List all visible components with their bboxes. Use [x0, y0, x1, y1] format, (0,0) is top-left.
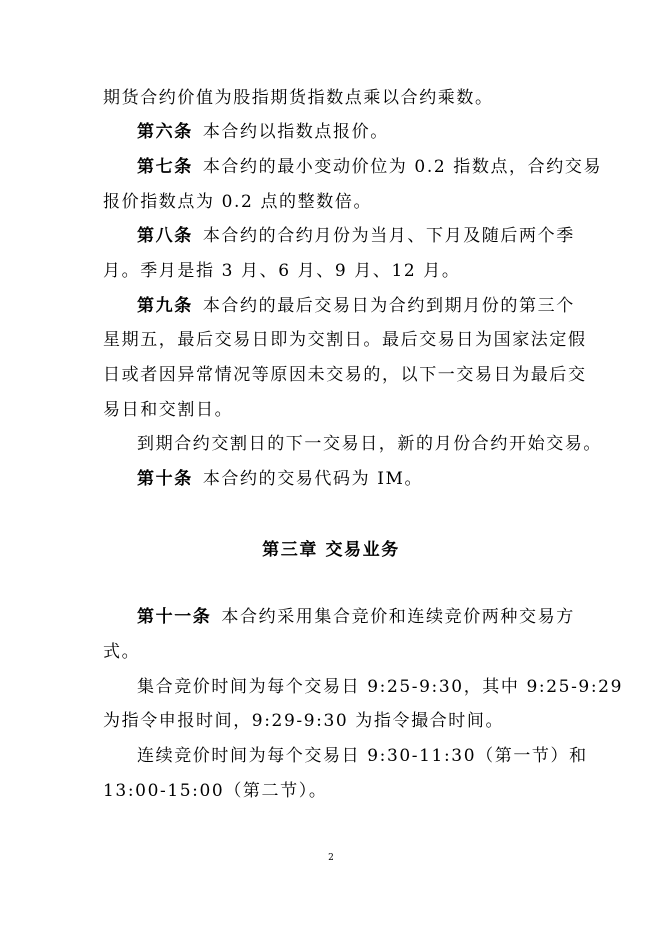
- line-text: 易日和交割日。: [103, 400, 234, 420]
- text-line: [103, 400, 233, 420]
- article-7: [137, 157, 602, 177]
- text-line: [103, 192, 372, 212]
- text-line: [103, 365, 587, 385]
- line-text: 日或者因异常情况等原因未交易的，以下一交易日为最后交: [103, 365, 587, 385]
- line-text: 本合约的合约月份为当月、下月及随后两个季: [202, 226, 575, 246]
- text-line: [103, 88, 494, 108]
- line-text: 报价指数点为 0.2 点的整数倍。: [103, 192, 373, 212]
- text-line: [103, 781, 327, 801]
- article-tag: 第七条: [137, 157, 193, 177]
- line-text: 13:00-15:00（第二节）。: [103, 781, 328, 801]
- line-text: 为指令申报时间，9:29-9:30 为指令撮合时间。: [103, 711, 505, 731]
- text-line: [103, 711, 504, 731]
- article-8: [137, 226, 575, 246]
- line-text: 集合竞价时间为每个交易日 9:25-9:30，其中 9:25-9:29: [137, 677, 623, 697]
- article-tag: 第八条: [137, 226, 193, 246]
- article-9: [137, 296, 575, 316]
- article-6: [137, 122, 389, 142]
- line-text: 本合约以指数点报价。: [202, 122, 389, 142]
- line-text: 到期合约交割日的下一交易日，新的月份合约开始交易。: [137, 434, 602, 454]
- article-11: [137, 607, 575, 627]
- chapter-title: 第三章 交易业务: [262, 540, 400, 560]
- line-text: 连续竞价时间为每个交易日 9:30-11:30（第一节）和: [137, 746, 588, 766]
- article-tag: 第十条: [137, 469, 193, 489]
- line-text: 期货合约价值为股指期货指数点乘以合约乘数。: [103, 88, 494, 108]
- line-text: 本合约的交易代码为 IM。: [202, 469, 424, 489]
- page-number: 2: [328, 853, 334, 863]
- text-line: [137, 434, 602, 454]
- line-text: 本合约的最小变动价位为 0.2 指数点，合约交易: [202, 157, 603, 177]
- text-line: [103, 642, 140, 662]
- line-text: 本合约的最后交易日为合约到期月份的第三个: [202, 296, 575, 316]
- text-line: [103, 330, 587, 350]
- line-text: 本合约采用集合竞价和连续竞价两种交易方: [221, 607, 575, 627]
- line-text: 月。季月是指 3 月、6 月、9 月、12 月。: [103, 261, 461, 281]
- article-10: [137, 469, 423, 489]
- text-line: [103, 261, 461, 281]
- article-tag: 第九条: [137, 296, 193, 316]
- line-text: 星期五，最后交易日即为交割日。最后交易日为国家法定假: [103, 330, 587, 350]
- line-text: 式。: [103, 642, 141, 662]
- text-line: [137, 746, 588, 766]
- text-line: [137, 677, 623, 697]
- article-tag: 第六条: [137, 122, 193, 142]
- article-tag: 第十一条: [137, 607, 212, 627]
